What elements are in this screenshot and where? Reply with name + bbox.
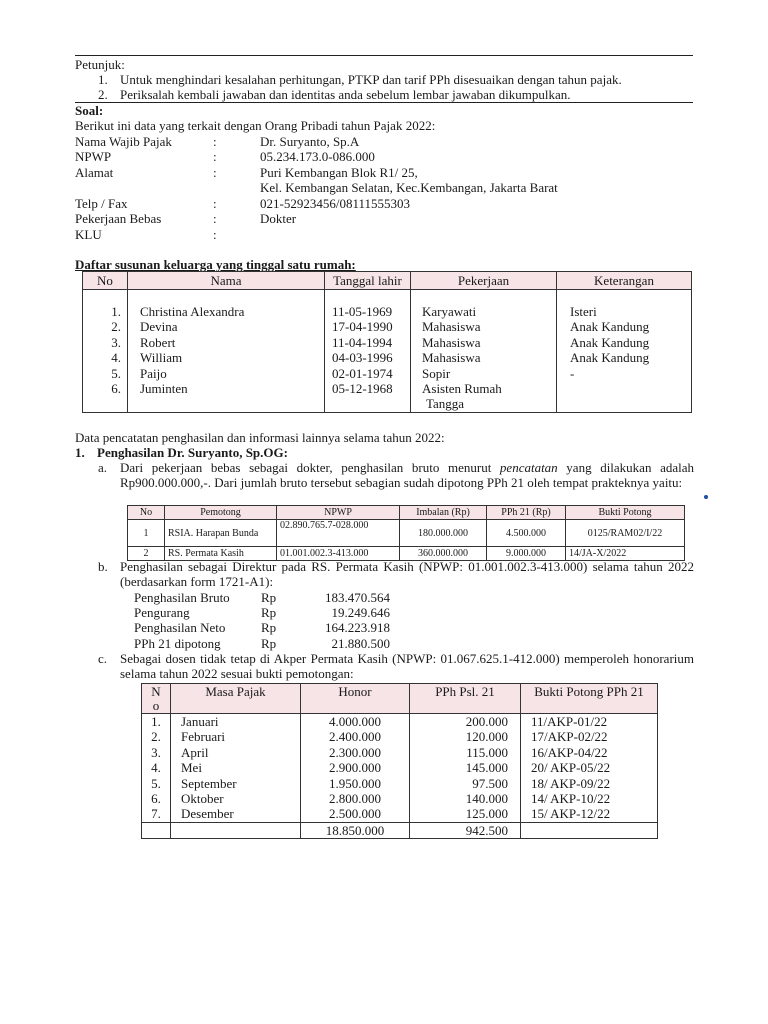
- honor-cell: 7.: [151, 806, 161, 822]
- family-cell: Isteri: [570, 304, 597, 319]
- family-cell: Karyawati: [422, 304, 477, 319]
- pemotong-cell: 2: [128, 547, 165, 561]
- family-cell: Mahasiswa: [422, 319, 481, 335]
- honor-col-masa: [171, 714, 301, 823]
- section1-num: 1.: [75, 445, 85, 460]
- petunjuk-item-2: Periksalah kembali jawaban dan identitas anda sebelum lembar jawaban dikumpulkan.: [120, 87, 571, 102]
- pemotong-cell: 1: [128, 520, 165, 547]
- item-b-currency: Rp: [261, 620, 277, 635]
- field-value-telp: 021-52923456/08111555303: [260, 196, 410, 211]
- field-value-nama: Dr. Suryanto, Sp.A: [260, 134, 360, 149]
- family-cell: 05-12-1968: [332, 380, 393, 396]
- family-cell: William: [140, 350, 183, 366]
- field-sep: :: [213, 227, 217, 242]
- petunjuk-divider: [75, 102, 693, 103]
- field-value-npwp: 05.234.173.0-086.000: [260, 149, 375, 164]
- family-col-keterangan: [557, 290, 692, 413]
- item-b-label: Penghasilan Neto: [134, 620, 226, 635]
- family-cell: 3.: [111, 334, 121, 350]
- petunjuk-num-2: 2.: [98, 87, 108, 102]
- item-b-currency: Rp: [261, 605, 277, 620]
- honor-total-empty: [521, 822, 658, 838]
- honor-cell: Desember: [181, 806, 234, 822]
- family-cell: 17-04-1990: [332, 319, 393, 335]
- item-b-letter: b.: [98, 559, 108, 574]
- honor-cell: 4.: [151, 760, 161, 776]
- pemotong-cell: 14/JA-X/2022: [566, 547, 685, 561]
- family-cell: 02-01-1974: [332, 365, 393, 381]
- honor-total: 18.850.000: [301, 822, 410, 838]
- field-value-alamat-2: Kel. Kembangan Selatan, Kec.Kembangan, Jakarta Barat: [260, 180, 558, 195]
- family-header-pekerjaan: Pekerjaan: [411, 272, 557, 290]
- honor-cell: 120.000: [465, 729, 508, 745]
- field-label-npwp: NPWP: [75, 149, 112, 164]
- field-value-alamat: Puri Kembangan Blok R1/ 25,: [260, 165, 418, 180]
- family-col-no: [83, 290, 128, 413]
- honor-cell: Januari: [181, 714, 219, 729]
- family-cell: Robert: [140, 334, 176, 350]
- family-cell: Paijo: [140, 365, 167, 381]
- honor-cell: 5.: [151, 775, 161, 791]
- petunjuk-num-1: 1.: [98, 72, 108, 87]
- family-cell: 2.: [111, 319, 121, 335]
- item-b-value: 164.223.918: [325, 620, 390, 635]
- pemotong-cell: 01.001.002.3-413.000: [277, 547, 400, 561]
- honor-cell: 2.300.000: [329, 744, 381, 760]
- family-header-tanggal: Tanggal lahir: [325, 272, 411, 290]
- pemotong-cell: RS. Permata Kasih: [165, 547, 277, 561]
- item-a-text-em: pencatatan: [499, 460, 558, 475]
- item-b-label: Pengurang: [134, 605, 190, 620]
- pemotong-cell: 9.000.000: [487, 547, 566, 561]
- petunjuk-label: Petunjuk:: [75, 57, 125, 72]
- honor-table: [141, 683, 658, 839]
- family-heading: Daftar susunan keluarga yang tinggal satu rumah:: [75, 257, 356, 272]
- family-cell: 1.: [111, 304, 121, 319]
- item-c-text: Sebagai dosen tidak tetap di Akper Permata Kasih (NPWP: 01.067.625.1-412.000) memperoleh honorarium selama tahun 2022 sesuai bukti pemotongan:: [120, 651, 694, 682]
- honor-total-empty: [142, 822, 171, 838]
- soal-heading: Soal:: [75, 103, 104, 118]
- family-cell: Juminten: [140, 380, 188, 396]
- item-c-letter: c.: [98, 651, 108, 666]
- item-b-currency: Rp: [261, 636, 277, 651]
- honor-cell: 4.000.000: [329, 714, 381, 729]
- family-cell: Anak Kandung: [570, 334, 650, 350]
- honor-total-empty: [171, 822, 301, 838]
- honor-cell: April: [181, 744, 209, 760]
- field-label-pekerjaan: Pekerjaan Bebas: [75, 211, 162, 226]
- family-cell: 04-03-1996: [332, 350, 393, 366]
- family-cell: Anak Kandung: [570, 319, 650, 335]
- item-a-text: [120, 460, 694, 491]
- field-sep: :: [213, 134, 217, 149]
- item-b-label: PPh 21 dipotong: [134, 636, 221, 651]
- pemotong-header-no: No: [128, 506, 165, 520]
- honor-cell: Mei: [181, 760, 202, 776]
- pemotong-cell: RSIA. Harapan Bunda: [165, 520, 277, 547]
- pemotong-cell: 180.000.000: [400, 520, 487, 547]
- honor-cell: 6.: [151, 791, 161, 807]
- honor-header-bukti: Bukti Potong PPh 21: [521, 684, 658, 714]
- family-cell: Christina Alexandra: [140, 304, 245, 319]
- top-divider: [75, 55, 693, 56]
- family-cell: 4.: [111, 350, 121, 366]
- family-header-no: No: [83, 272, 128, 290]
- family-cell: 5.: [111, 365, 121, 381]
- honor-cell: September: [181, 775, 237, 791]
- pemotong-header-npwp: NPWP: [277, 506, 400, 520]
- soal-intro: Berikut ini data yang terkait dengan Orang Pribadi tahun Pajak 2022:: [75, 118, 436, 133]
- honor-cell: 15/ AKP-12/22: [531, 806, 611, 822]
- family-cell: 11-04-1994: [332, 334, 393, 350]
- family-header-keterangan: Keterangan: [557, 272, 692, 290]
- family-table: [82, 271, 692, 413]
- family-cell: Mahasiswa: [422, 350, 481, 366]
- pemotong-cell: 02.890.765.7-028.000: [277, 520, 400, 547]
- family-cell: Tangga: [426, 396, 465, 412]
- family-cell: Sopir: [422, 365, 451, 381]
- family-cell: -: [570, 365, 575, 381]
- family-col-pekerjaan: [411, 290, 557, 413]
- honor-cell: 20/ AKP-05/22: [531, 760, 611, 776]
- item-b-value: 183.470.564: [325, 590, 390, 605]
- item-b-value: 19.249.646: [331, 605, 390, 620]
- honor-cell: 14/ AKP-10/22: [531, 791, 611, 807]
- honor-cell: 1.: [151, 714, 161, 729]
- family-cell: Anak Kandung: [570, 350, 650, 366]
- family-header-nama: Nama: [128, 272, 325, 290]
- item-b-label: Penghasilan Bruto: [134, 590, 230, 605]
- honor-cell: Oktober: [181, 791, 224, 807]
- pemotong-header-imbalan: Imbalan (Rp): [400, 506, 487, 520]
- honor-header-no-bottom: o: [152, 697, 160, 713]
- item-a-letter: a.: [98, 460, 108, 475]
- honor-cell: 3.: [151, 744, 161, 760]
- honor-col-honor: [301, 714, 410, 823]
- honor-col-bukti: [521, 714, 658, 823]
- family-cell: 11-05-1969: [332, 304, 393, 319]
- honor-cell: 2.: [151, 729, 161, 745]
- pph-total: 942.500: [410, 822, 521, 838]
- field-label-klu: KLU: [75, 227, 102, 242]
- family-col-tanggal: [325, 290, 411, 413]
- honor-cell: 115.000: [466, 744, 508, 760]
- pemotong-header-bukti: Bukti Potong: [566, 506, 685, 520]
- field-value-pekerjaan: Dokter: [260, 211, 297, 226]
- honor-cell: 11/AKP-01/22: [531, 714, 608, 729]
- family-col-nama: [128, 290, 325, 413]
- field-label-alamat: Alamat: [75, 165, 114, 180]
- pemotong-cell: 0125/RAM02/I/22: [566, 520, 685, 547]
- honor-header-no-top: N: [151, 683, 161, 699]
- honor-cell: 17/AKP-02/22: [531, 729, 608, 745]
- family-cell: 6.: [111, 380, 121, 396]
- honor-cell: 145.000: [465, 760, 508, 776]
- honor-cell: 18/ AKP-09/22: [531, 775, 611, 791]
- family-cell: Mahasiswa: [422, 334, 481, 350]
- honor-cell: 2.800.000: [329, 791, 381, 807]
- pemotong-header-pemotong: Pemotong: [165, 506, 277, 520]
- honor-cell: 125.000: [465, 806, 508, 822]
- honor-cell: 140.000: [465, 791, 508, 807]
- item-b-currency: Rp: [261, 590, 277, 605]
- pemotong-header-pph: PPh 21 (Rp): [487, 506, 566, 520]
- honor-cell: 2.900.000: [329, 760, 381, 776]
- item-b-value: 21.880.500: [331, 636, 390, 651]
- honor-header-honor: Honor: [301, 684, 410, 714]
- honor-cell: Februari: [181, 729, 226, 745]
- item-a-text-post: yang dilakukan adalah Rp900.000.000,-. Dari jumlah bruto tersebut sebagian sudah dipotong PPh 21 oleh tempat prakteknya yaitu:: [120, 460, 694, 491]
- honor-header-masa: Masa Pajak: [171, 684, 301, 714]
- petunjuk-item-1: Untuk menghindari kesalahan perhitungan, PTKP dan tarif PPh disesuaikan dengan tahun pajak.: [120, 72, 622, 87]
- family-cell: Devina: [140, 319, 178, 335]
- blue-dot-marker: [704, 495, 708, 499]
- field-sep: :: [213, 196, 217, 211]
- family-cell: Asisten Rumah: [422, 380, 502, 396]
- pemotong-cell: 4.500.000: [487, 520, 566, 547]
- field-sep: :: [213, 165, 217, 180]
- pemotong-table: [127, 505, 685, 561]
- honor-col-pph: [410, 714, 521, 823]
- honor-cell: 2.400.000: [329, 729, 381, 745]
- honor-header-pph: PPh Psl. 21: [410, 684, 521, 714]
- field-label-nama: Nama Wajib Pajak: [75, 134, 172, 149]
- item-a-text-pre: Dari pekerjaan bebas sebagai dokter, penghasilan bruto menurut: [120, 460, 500, 475]
- field-label-telp: Telp / Fax: [75, 196, 128, 211]
- honor-header-no: [142, 684, 171, 714]
- honor-cell: 16/AKP-04/22: [531, 744, 608, 760]
- item-b-text: Penghasilan sebagai Direktur pada RS. Permata Kasih (NPWP: 01.001.002.3-413.000) selama tahun 2022 (berdasarkan form 1721-A1):: [120, 559, 694, 590]
- honor-cell: 1.950.000: [329, 775, 381, 791]
- honor-cell: 200.000: [465, 714, 508, 729]
- section1-title: Penghasilan Dr. Suryanto, Sp.OG:: [97, 445, 288, 460]
- honor-cell: 97.500: [472, 775, 508, 791]
- field-sep: :: [213, 149, 217, 164]
- honor-col-no: [142, 714, 171, 823]
- honor-cell: 2.500.000: [329, 806, 381, 822]
- pemotong-cell: 360.000.000: [400, 547, 487, 561]
- data-intro: Data pencatatan penghasilan dan informasi lainnya selama tahun 2022:: [75, 430, 445, 445]
- field-sep: :: [213, 211, 217, 226]
